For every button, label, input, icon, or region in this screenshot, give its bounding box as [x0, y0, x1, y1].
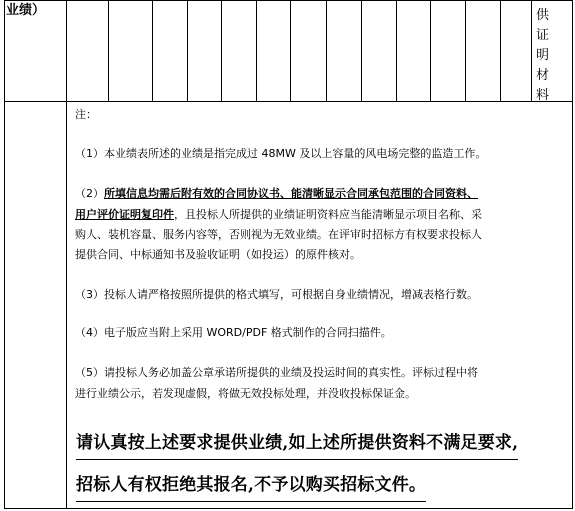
note-item-2-line-1: [75, 187, 478, 201]
vertical-cell-char: 证: [536, 28, 550, 43]
note-item-5-line-1: （5）请投标人务必加盖公章承诺所提供的业绩及投运时间的真实性。评标过程中将: [75, 366, 478, 379]
note-item-2-line-2: [75, 208, 482, 222]
note-item-1: （1）本业绩表所述的业绩是指完成过 48MW 及以上容量的风电场完整的监造工作。: [75, 147, 487, 160]
column-divider: [326, 0, 327, 102]
vertical-cell-char: 料: [536, 88, 550, 103]
column-divider: [531, 0, 532, 102]
note-item-2-prefix: （2）: [75, 187, 104, 200]
note-item-2-line-3: 购人、装机容量、服务内容等，否则视为无效业绩。在评审时招标方有权要求投标人: [75, 228, 482, 241]
warning-line-2: 招标人有权拒绝其报名,不予以购买招标文件。: [76, 475, 427, 495]
note-item-4: （4）电子版应当附上采用 WORD/PDF 格式制作的合同扫描件。: [75, 326, 392, 339]
warning-line-1: 请认真按上述要求提供业绩,如上述所提供资料不满足要求,: [76, 433, 519, 453]
column-divider: [108, 0, 109, 102]
column-divider: [465, 0, 466, 102]
row-divider: [4, 101, 573, 102]
table-left-border: [4, 0, 5, 509]
note-item-2-bold-line-2: 用户评价证明复印件: [75, 208, 174, 221]
note-item-2-bold-line-1: 所填信息均需后附有效的合同协议书、能清晰显示合同承包范围的合同资料、: [104, 187, 478, 200]
notes-heading: 注：: [75, 108, 97, 121]
header-cell-text: 业绩）: [6, 3, 46, 18]
column-divider: [256, 0, 257, 102]
column-divider: [187, 0, 188, 102]
column-divider: [500, 0, 501, 102]
note-item-2-line-4: 提供合同、中标通知书及验收证明（如投运）的原件核对。: [75, 248, 361, 261]
table-right-border: [572, 0, 573, 509]
note-item-3: （3）投标人请严格按照所提供的格式填写，可根据自身业绩情况，增减表格行数。: [75, 288, 478, 301]
column-divider: [396, 0, 397, 102]
vertical-cell-char: 供: [536, 8, 550, 23]
notes-left-border: [66, 0, 67, 509]
column-divider: [221, 0, 222, 102]
note-item-2-rest-line-2: ，且投标人所提供的业绩证明资料应当能清晰显示项目名称、采: [174, 208, 482, 221]
vertical-cell-char: 明: [536, 48, 550, 63]
column-divider: [152, 0, 153, 102]
vertical-cell-char: 材: [536, 68, 550, 83]
table-bottom-border: [4, 508, 573, 509]
column-divider: [290, 0, 291, 102]
column-divider: [361, 0, 362, 102]
column-divider: [430, 0, 431, 102]
table-top-border: [4, 0, 573, 1]
note-item-5-line-2: 进行业绩公示，若发现虚假，将做无效投标处理，并没收投标保证金。: [75, 387, 416, 400]
